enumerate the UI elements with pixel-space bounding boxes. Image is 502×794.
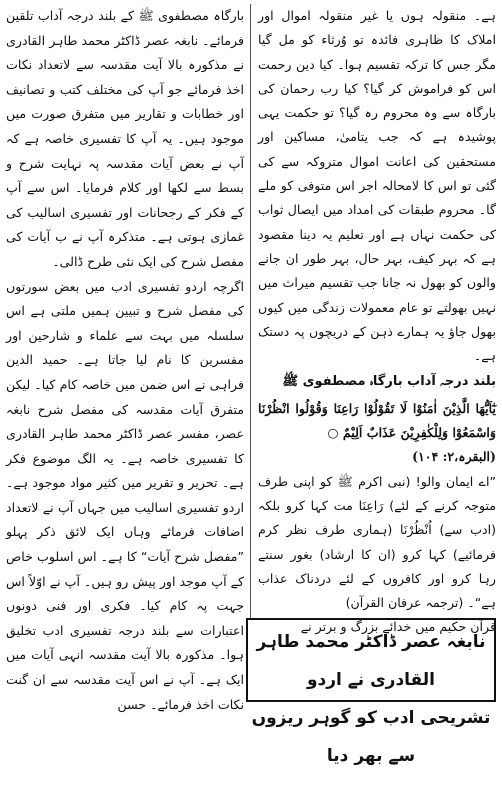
left-paragraph-1: بارگاہ مصطفوی ﷺ کے بلند درجہ آداب تلقین فرمائے۔ نابغہ عصر ڈاکٹر محمد طاہر القادری نے مذکورہ بالا آیت مقدسہ سے لاتعداد نکات اخذ فرمائے جو آپ کی مختلف کتب و تصانیف اور خطابات و تقاریر میں متفرق صورت میں موجود ہیں۔ یہ آپ کا تفسیری خاصہ ہے کہ آپ نے بعض آیات مقدسہ پہ نہایت شرح و بسط سے لکھا اور کلام فرمایا۔ اس سے آپ کے فکر کے رجحانات اور تفسیری اسالیب کی غمازی ہوتی ہے۔ متذکرہ آپ نے ب آیات کی مفصل شرح کی ایک نئی طرح ڈالی۔ (6, 8, 244, 269)
pull-quote-line-2: تشریحی ادب کو گوہر ریزوں سے بھر دیا (251, 708, 491, 766)
right-column (258, 4, 496, 640)
column-divider (250, 4, 251, 620)
quran-ayah: يٰٓاَيُّهَا الَّذِيْنَ اٰمَنُوْا لَا تَقُوْلُوْا رَاعِنَا وَقُوْلُوا انْظُرْنَا وَاسْمَعُوْا وَلِلْكٰفِرِيْنَ عَذَابٌ اَلِيْمٌ ○ (258, 400, 496, 441)
ayah-translation: ”اے ایمان والو! (نبی اکرم ﷺ کو اپنی طرف متوجہ کرنے کے لئے) رَاعِنَا مت کہا کرو بلکہ (ادب سے) اُنْظُرْنَا (ہماری طرف نظر کرم فرمائیے) کہا کرو (ان کا ارشاد) بغور سنتے رہا کرو اور کافروں کے لئے دردناک عذاب ہے“۔ (ترجمہ عرفان القرآن) (258, 473, 496, 611)
left-column (6, 4, 244, 717)
right-paragraph-end: قرآن حکیم میں خدائے بزرگ و برتر نے (300, 619, 496, 635)
right-paragraph-1: ہے۔ منقولہ ہوں یا غیر منقولہ اموال اور املاک کا ظاہری فائدہ تو وُرثاء کو مل گیا مگر جس کا ترکہ تقسیم ہوا۔ کیا دین رحمت اس کو فراموش کر گیا؟ کیا رب رحمان کی بارگاہ سے وہ محروم رہ گیا؟ تو حکمت یہی پوشیدہ ہے کہ جب یتامیٰ، مساکین اور مستحقین کی اعانت اموال متروکہ سے کی گئی تو اس کا لامحالہ اجر اس متوفی کو ملے گا۔ محروم طبقات کی امداد میں ایصال ثواب کی حکمت نہاں ہے اور تعلیم یہ دینا مقصود ہے کہ بہر کیف، بہر حال، بہر طور ان جانے والوں کو بھول نہ جانا جب تقسیم میراث میں نہیں بھولتے تو عام معمولات زندگی میں کیوں بھول جاؤ یہ ہمارے ذہن کے دریچوں پہ دستک ہے۔ (258, 8, 496, 364)
left-paragraph-2: اگرچہ اردو تفسیری ادب میں بعض سورتوں کی مفصل شرح و تبیین ہمیں ملتی ہے اس سلسلہ میں بہت سے علماء و شارحین اور مفسرین کا نام لیا جاتا ہے۔ حمید الدین فراہی نے اس ضمن میں خاصہ کام کیا۔ لیکن متفرق آیات مقدسہ کی مفصل شرح نابغہ عصر، مفسر عصر ڈاکٹر محمد طاہر القادری کا تفسیری خاصہ ہے۔ یہ الگ موضوع فکر ہے۔ تحریر و تقریر میں کثیر مواد موجود ہے۔ اردو تفسیری اسالیب میں جہاں آپ نے لاتعداد اضافات فرمائے وہاں ایک لائق ذکر پہلو ”مفصل شرح آیات“ کا ہے۔ اس اسلوب خاص کے آپ موجد اور پیش رو ہیں۔ آپ نے اوّلاً اس جہت پہ کام کیا۔ فکری اور فنی دونوں اعتبارات سے بلند درجہ تفسیری ادب تخلیق ہوا۔ مذکورہ بالا آیت مقدسہ انہی آیات میں ایک ہے۔ آپ نے اس آیت مقدسہ سے ان گنت نکات اخذ فرمائے۔ حسن (6, 278, 244, 712)
ayah-reference: (البقرہ،۲: ۱۰۴) (412, 449, 496, 465)
section-heading: بلند درجہ آداب بارگاہ مصطفوی ﷺ (282, 374, 496, 390)
pull-quote-line-1: نابغہ عصر ڈاکٹر محمد طاہر القادری نے اردو (256, 632, 486, 690)
pull-quote-box (246, 618, 496, 766)
